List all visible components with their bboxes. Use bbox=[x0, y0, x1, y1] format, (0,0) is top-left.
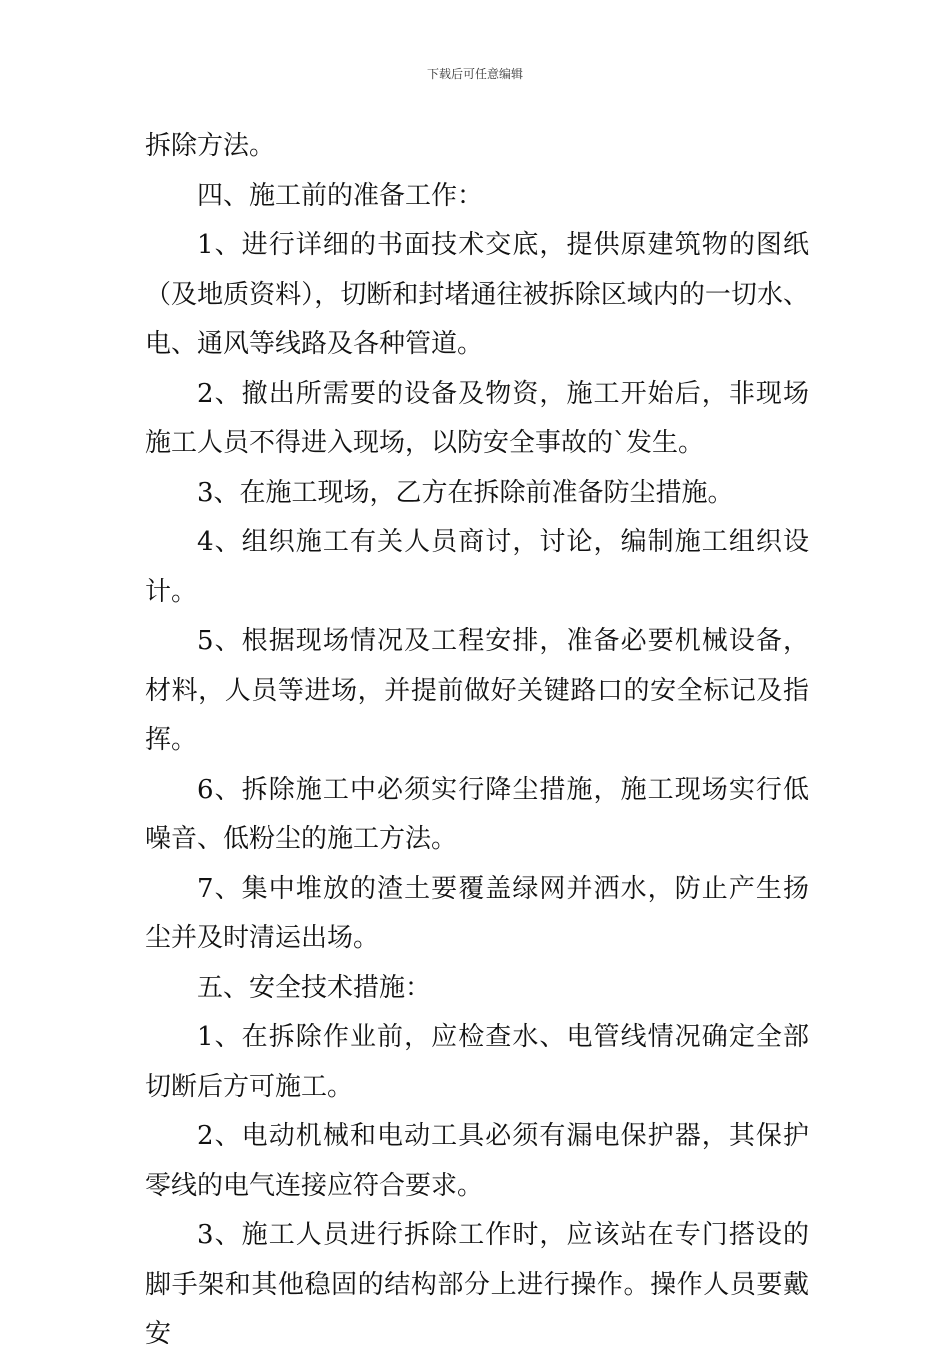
page-header: 下载后可任意编辑 bbox=[426, 67, 523, 81]
paragraph-prep-2: 2、撤出所需要的设备及物资，施工开始后，非现场施工人员不得进入现场，以防安全事故的`发生。 bbox=[145, 378, 809, 458]
paragraph-prep-7: 7、集中堆放的渣土要覆盖绿网并洒水，防止产生扬尘并及时清运出场。 bbox=[145, 873, 809, 953]
paragraph-prep-5: 5、根据现场情况及工程安排，准备必要机械设备，材料，人员等进场，并提前做好关键路口的安全标记及指挥。 bbox=[145, 626, 809, 755]
section-heading-safety: 五、安全技术措施： bbox=[197, 972, 432, 1003]
paragraph-continuation: 拆除方法。 bbox=[145, 131, 276, 161]
section-heading-preparation: 四、施工前的准备工作： bbox=[197, 180, 484, 211]
paragraph-prep-3: 3、在施工现场，乙方在拆除前准备防尘措施。 bbox=[197, 477, 734, 508]
paragraph-prep-1: 1、进行详细的书面技术交底，提供原建筑物的图纸（及地质资料），切断和封堵通往被拆除区域内的一切水、电、通风等线路及各种管道。 bbox=[145, 230, 809, 359]
paragraph-prep-6: 6、拆除施工中必须实行降尘措施，施工现场实行低噪音、低粉尘的施工方法。 bbox=[145, 774, 809, 854]
paragraph-safety-1: 1、在拆除作业前，应检查水、电管线情况确定全部切断后方可施工。 bbox=[145, 1022, 809, 1102]
paragraph-prep-4: 4、组织施工有关人员商讨，讨论，编制施工组织设计。 bbox=[145, 527, 809, 607]
document-body bbox=[145, 122, 809, 1360]
paragraph-safety-3: 3、施工人员进行拆除工作时，应该站在专门搭设的脚手架和其他稳固的结构部分上进行操作。操作人员要戴安 bbox=[145, 1220, 809, 1349]
paragraph-safety-2: 2、电动机械和电动工具必须有漏电保护器，其保护零线的电气连接应符合要求。 bbox=[145, 1121, 809, 1201]
